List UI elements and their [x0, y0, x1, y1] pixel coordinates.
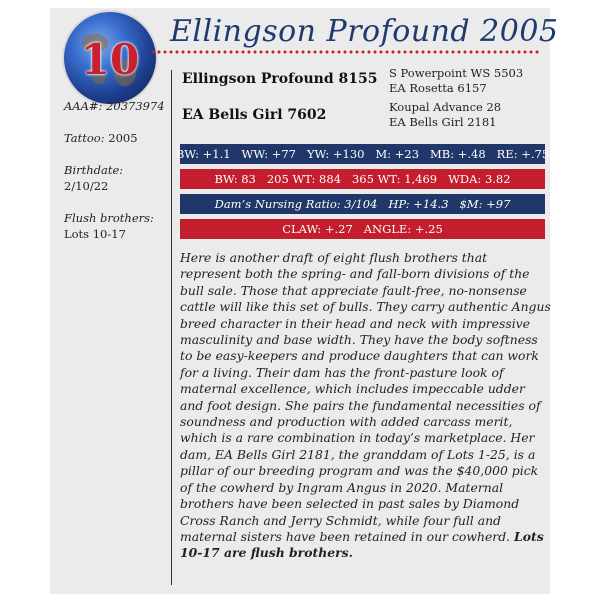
epd-bar [175, 144, 550, 164]
lot-description [180, 250, 552, 562]
weights-bar [180, 169, 545, 189]
column-divider [171, 70, 172, 585]
tattoo-label: Tattoo: [64, 131, 105, 145]
aaa-number [64, 98, 165, 114]
lot-number: 10 [80, 34, 140, 84]
dam-sire-name: Koupal Advance 28 [389, 100, 502, 114]
sire-name: Ellingson Profound 8155 [182, 71, 378, 87]
description-closing: Lots 10-17 are flush brothers. [180, 528, 544, 561]
dam-pedigree [389, 100, 501, 130]
dam-dam-name: EA Bells Girl 2181 [389, 115, 497, 129]
dam-name: EA Bells Girl 7602 [182, 107, 327, 123]
aaa-value: 20373974 [106, 99, 165, 113]
sire-pedigree [389, 66, 523, 96]
lot-title: Ellingson Profound 2005 [170, 14, 559, 49]
epd-values: BW: +1.1 WW: +77 YW: +130 M: +23 MB: +.48 RE: +.75 [175, 147, 550, 161]
birthdate [64, 162, 123, 194]
birthdate-value: 2/10/22 [64, 179, 109, 193]
flush-label: Flush brothers: [64, 211, 154, 225]
dam-ratio-bar [180, 194, 545, 214]
description-body: Here is another draft of eight flush brothers that represent both the spring- and fall-born divisions of the bull sale. Those that appreciate fault-free, no-nonsense cattle will like this set of bulls. They carry authentic Angus breed character in their head and neck with impressive masculinity and base width. They have the body softness to be easy-keepers and produce daughters that can work for a living. Their dam has the front-pasture look of maternal excellence, which includes impeccable udder and foot design. She pairs the fundamental necessities of soundness and production with added carcass merit, which is a rare combination in today’s marketplace. Her dam, EA Bells Girl 2181, the granddam of Lots 1-25, is a pillar of our breeding program and was the $40,000 pick of the cowherd by Ingram Angus in 2020. Maternal brothers have been selected in past sales by Diamond Cross Ranch and Jerry Schmidt, while four full and maternal sisters have been retained in our cowherd. [180, 250, 551, 544]
title-dotted-rule [150, 50, 540, 54]
sire-dam-name: EA Rosetta 6157 [389, 81, 487, 95]
sire-sire-name: S Powerpoint WS 5503 [389, 66, 524, 80]
claw-bar [180, 219, 545, 239]
tattoo-value: 2005 [108, 131, 138, 145]
weight-values: BW: 83 205 WT: 884 365 WT: 1,469 WDA: 3.82 [214, 172, 511, 186]
birthdate-label: Birthdate: [64, 163, 124, 177]
dam-ratio-values: Dam’s Nursing Ratio: 3/104 HP: +14.3 $M: +97 [214, 197, 511, 211]
tattoo [64, 130, 138, 146]
flush-value: Lots 10-17 [64, 227, 126, 241]
flush-brothers [64, 210, 154, 242]
aaa-label: AAA#: [64, 99, 103, 113]
claw-values: CLAW: +.27 ANGLE: +.25 [282, 222, 443, 236]
